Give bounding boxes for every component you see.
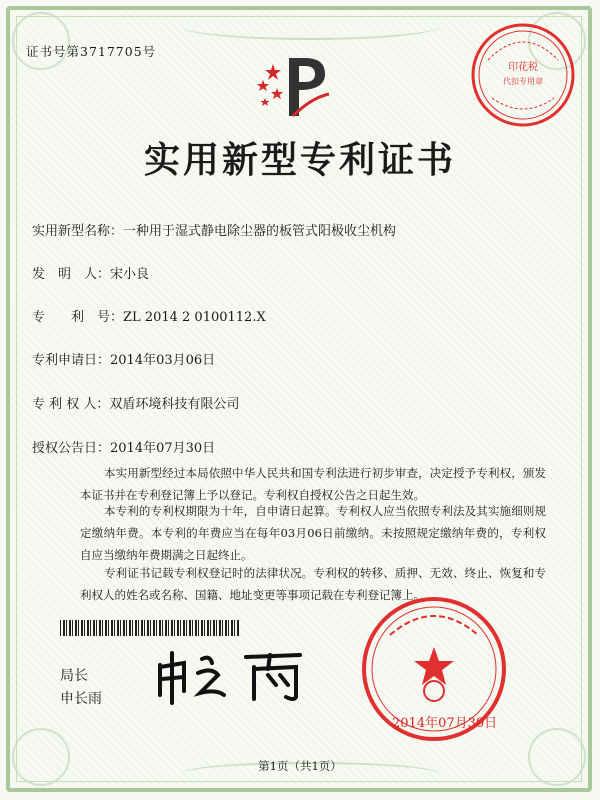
field-label: 专利申请日： <box>32 353 111 368</box>
field-patent-number <box>32 306 266 325</box>
barcode <box>60 620 240 636</box>
tax-stamp-seal <box>468 20 578 130</box>
director-title: 局长 <box>60 668 88 684</box>
director-name: 申长雨 <box>60 691 102 707</box>
field-value: 双盾环境科技有限公司 <box>109 397 240 412</box>
field-value: 宋小良 <box>110 267 150 282</box>
corner-ornament <box>528 728 586 786</box>
field-label: 授权公告日： <box>32 441 111 456</box>
field-value: 一种用于湿式静电除尘器的板管式阳极收尘机构 <box>123 224 397 239</box>
page-number: 第1页（共1页） <box>258 759 342 773</box>
paragraph-2: 本专利的专利权期限为十年，自申请日起算。专利权人应当依照专利法及其实施细则规定缴纳年费。本专利的年费应当在每年03月06日前缴纳。未按照规定缴纳年费的，专利权自应当缴纳年费期满之日起终止。 <box>80 504 546 562</box>
sipo-logo-icon <box>255 50 335 120</box>
field-value: ZL 2014 2 0100112.X <box>123 310 266 325</box>
field-patentee <box>32 393 239 412</box>
field-value: 2014年03月06日 <box>110 353 216 368</box>
seal-date: 2014年07月30日 <box>392 716 498 731</box>
field-inventor <box>32 263 149 282</box>
svg-text:代扣专用章: 代扣专用章 <box>503 77 543 86</box>
svg-text:印花税: 印花税 <box>508 62 538 73</box>
field-label: 专 利 权 人： <box>32 397 110 412</box>
corner-ornament <box>12 728 70 786</box>
handwritten-signature <box>150 645 310 705</box>
top-ornament <box>180 12 440 40</box>
paragraph-3: 专利证书记载专利权登记时的法律状况。专利权的转移、质押、无效、终止、恢复和专利权人的姓名或名称、国籍、地址变更等事项记载在专利登记簿上。 <box>80 566 546 602</box>
field-label: 实用新型名称： <box>32 224 124 239</box>
field-announcement-date <box>32 437 215 456</box>
certificate-number: 证书号第3717705号 <box>26 44 157 59</box>
field-value: 2014年07月30日 <box>110 441 216 456</box>
field-utility-model-name <box>32 220 396 239</box>
corner-ornament <box>12 12 70 70</box>
field-application-date <box>32 349 215 368</box>
paragraph-1: 本实用新型经过本局依照中华人民共和国专利法进行初步审查，决定授予专利权，颁发本证书并在专利登记簿上予以登记。专利权自授权公告之日起生效。 <box>80 466 546 502</box>
certificate-title: 实用新型专利证书 <box>143 139 456 181</box>
field-label: 专 利 号： <box>32 310 124 325</box>
field-label: 发 明 人： <box>32 267 111 282</box>
